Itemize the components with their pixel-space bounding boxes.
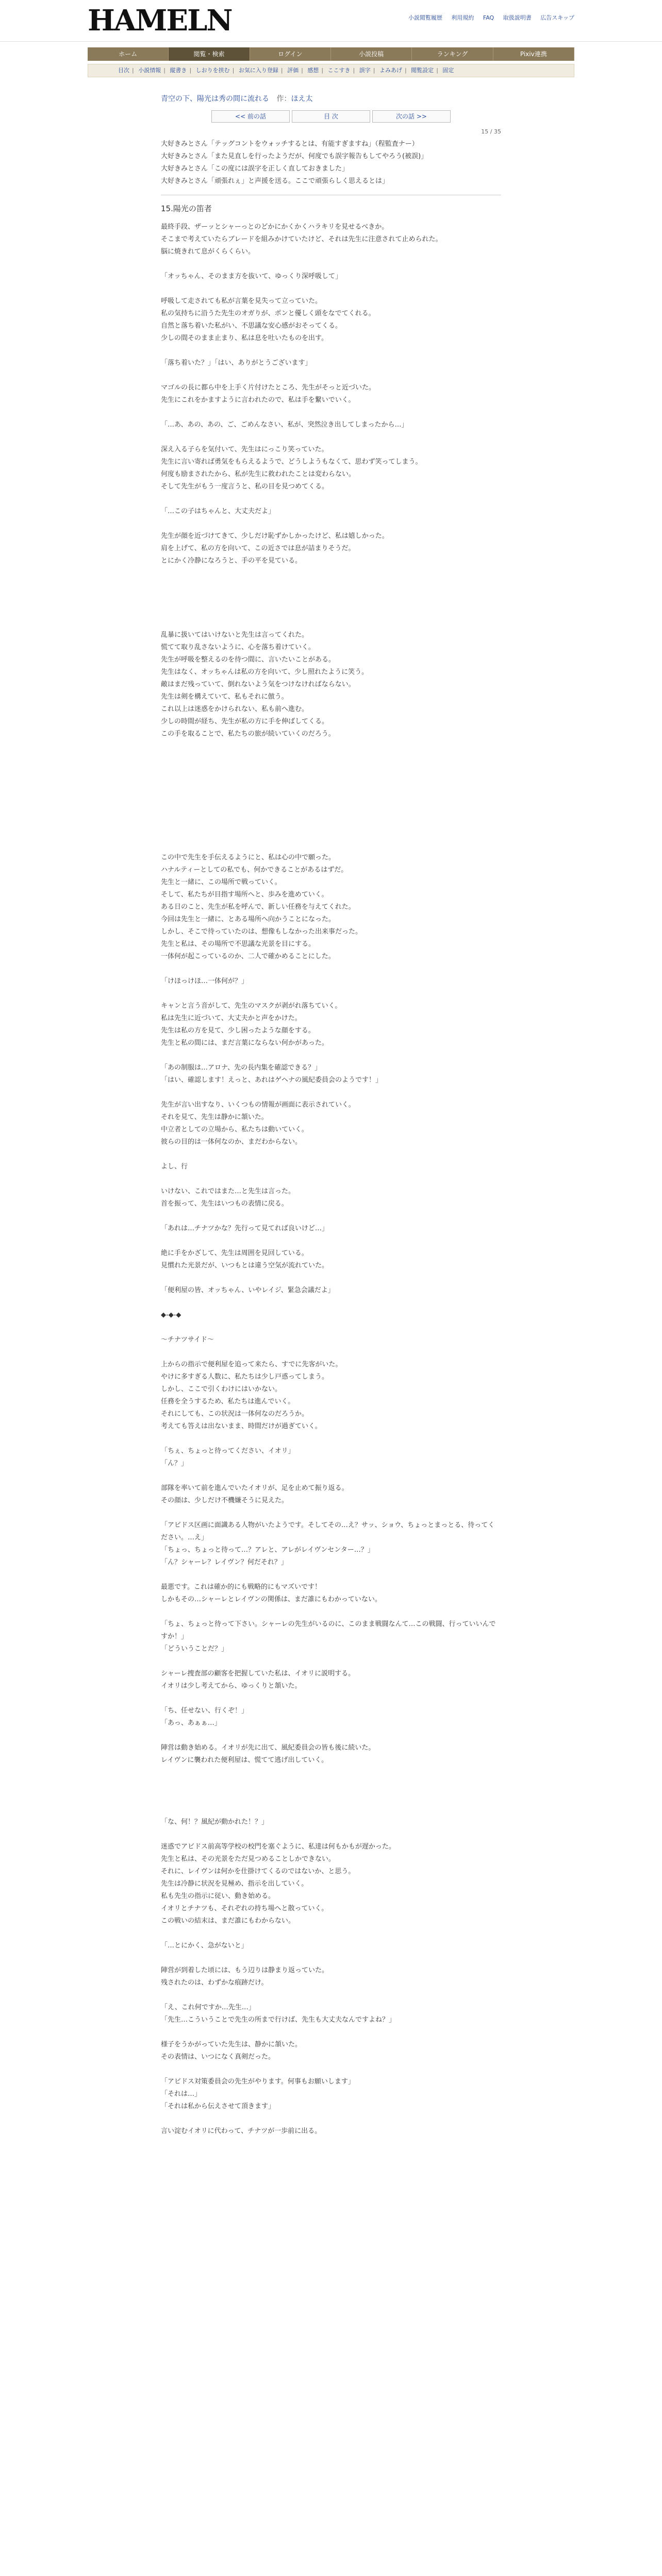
body-paragraph: 陣営が到着した頃には、もう辺りは静まり返っていた。 <box>161 1967 329 1974</box>
body-paragraph <box>161 1804 501 1816</box>
page-count: 15 / 35 <box>481 128 501 135</box>
body-paragraph <box>161 1828 501 1841</box>
body-paragraph: 彼らの目的は一体何なのか、まだわからない。 <box>161 1138 302 1146</box>
body-paragraph <box>161 1049 501 1062</box>
nav-pixiv[interactable]: Pixiv連携 <box>493 47 574 61</box>
body-paragraph: 一体何が起こっているのか、二人で確かめることにした。 <box>161 953 335 960</box>
prev-episode-button[interactable]: << 前の話 <box>211 110 290 123</box>
body-paragraph <box>161 827 501 839</box>
body-paragraph <box>161 1655 501 1668</box>
toc-button[interactable]: 目 次 <box>292 110 370 123</box>
body-paragraph: 「はい、確認します！えっと、あれはゲヘナの風紀委員会のようです！」 <box>161 1076 383 1084</box>
subnav-bookmark[interactable]: しおりを挟む <box>195 67 230 74</box>
body-paragraph <box>161 1235 501 1247</box>
body-paragraph: マゴルの長に都ら中を上手く片付けたところ、先生がそっと近づいた。 <box>161 384 376 392</box>
body-paragraph: 言い淀むイオリに代わって、チナツが一歩前に出る。 <box>161 2127 322 2135</box>
subnav-favorite[interactable]: お気に入り登録 <box>238 67 278 74</box>
subnav-info[interactable]: 小説情報 <box>138 67 161 74</box>
header-link-faq[interactable]: FAQ <box>483 14 494 21</box>
body-paragraph: 先生と私は、その光景をただ見つめることしかできない。 <box>161 1855 336 1863</box>
body-paragraph: 最悪です。これは確か的にも戦略的にもマズいです！ <box>161 1583 321 1591</box>
body-paragraph <box>161 988 501 1000</box>
nav-browse[interactable]: 閲覧・検索 <box>169 47 250 61</box>
body-paragraph: 「ん？」 <box>161 1460 188 1467</box>
header-link-ad-skip[interactable]: 広告スキップ <box>540 14 574 21</box>
body-paragraph <box>161 1507 501 1519</box>
body-paragraph <box>161 740 501 753</box>
main-nav <box>88 47 574 61</box>
body-paragraph: 先生にこれをかますように言われたので、私は手を繋いでいく。 <box>161 396 355 404</box>
body-paragraph <box>161 345 501 357</box>
body-paragraph <box>161 1952 501 1964</box>
body-paragraph: 「オッちゃん、そのまま方を抜いて、ゆっくり深呼吸して」 <box>161 273 342 280</box>
body-paragraph: この戦いの結末は、まだ誰にもわからない。 <box>161 1917 295 1925</box>
body-paragraph <box>161 1989 501 2002</box>
body-paragraph <box>161 1272 501 1284</box>
novel-author[interactable]: ほえ太 <box>291 95 313 103</box>
body-paragraph <box>161 518 501 530</box>
body-paragraph: それに、レイヴンは何かを仕掛けてくるのではないか、と思う。 <box>161 1868 355 1875</box>
nav-login[interactable]: ログイン <box>250 47 331 61</box>
nav-post[interactable]: 小説投稿 <box>331 47 412 61</box>
body-paragraph <box>161 1346 501 1359</box>
body-paragraph: 陣営は動き始める。イオリが先に出て、風紀委員会の皆も後に続いた。 <box>161 1744 375 1752</box>
site-header <box>0 0 662 42</box>
body-paragraph <box>161 283 501 295</box>
body-paragraph: それを見て、先生は静かに頷いた。 <box>161 1113 268 1121</box>
body-paragraph: 少しの時間が経ち、先生が私の方に手を伸ばしてくる。 <box>161 718 329 725</box>
body-paragraph: 何度も励まされたから、私が先生に救われたことは変わらない。 <box>161 470 356 478</box>
subnav-pin[interactable]: 固定 <box>442 67 454 74</box>
body-paragraph: 今回は先生と一緒に、とある場所へ向かうことになった。 <box>161 916 336 923</box>
header-link-manual[interactable]: 取扱説明書 <box>503 14 532 21</box>
body-paragraph <box>161 1692 501 1705</box>
body-paragraph: 「ちょ、ちょっと待って下さい。シャーレの先生がいるのに、このまま戦闘なんて…この戦闘、行っていいんですか！」 <box>161 1620 496 1640</box>
body-paragraph: 呼吸して走されても私が言葉を見失って立っていた。 <box>161 297 322 305</box>
body-paragraph <box>161 2113 501 2125</box>
body-paragraph: 「アビドス区画に面識ある人物がいたようです。そしてその…え？サッ、ショウ、ちょっとまっとる、待ってください。…え」 <box>161 1521 495 1541</box>
header-link-terms[interactable]: 利用規約 <box>451 14 474 21</box>
body-paragraph <box>161 1791 501 1804</box>
body-paragraph: 私の気持ちに沿うた先生のオガりが、ポンと優しく頭をなでてくれる。 <box>161 310 375 317</box>
nav-ranking[interactable]: ランキング <box>412 47 493 61</box>
body-paragraph: 考えても答えは出ないまま、時間だけが過ぎていく。 <box>161 1422 322 1430</box>
body-paragraph <box>161 1087 501 1099</box>
body-paragraph <box>161 1321 501 1334</box>
logo-wordmark: HAMELN <box>88 4 232 38</box>
body-paragraph: 「な、何！？風紀が動かれた！？」 <box>161 1818 269 1826</box>
body-paragraph <box>161 802 501 815</box>
subnav-vertical[interactable]: 縦書き <box>170 67 187 74</box>
body-paragraph: 私も先生の指示に従い、動き始める。 <box>161 1892 275 1900</box>
body-paragraph <box>161 753 501 765</box>
body-paragraph: しかし、ここで引くわけにはいかない。 <box>161 1385 282 1393</box>
body-paragraph: 乱暴に扱いてはいけないと先生は言ってくれた。 <box>161 631 309 639</box>
subnav-toc[interactable]: 目次 <box>118 67 129 74</box>
body-paragraph: 先生と私は、その場所で不思議な光景を目にする。 <box>161 940 316 948</box>
body-paragraph: 「けほっけほ…一体何が？」 <box>161 977 249 985</box>
body-paragraph: 先生はなく、オッちゃんは私の方を向いて、少し照れたように笑う。 <box>161 668 369 676</box>
body-paragraph <box>161 1730 501 1742</box>
body-paragraph: そこまで考えていたらブレードを組みかけていたけど、それは先生に注意されて止められた。 <box>161 235 442 243</box>
body-paragraph: それにしても、この状況は一体何なのだろうか。 <box>161 1410 309 1418</box>
body-paragraph: しかし、そこで待っていたのは、想像もしなかった出来事だった。 <box>161 928 362 936</box>
body-paragraph: その表情は、いつになく真剣だった。 <box>161 2053 275 2061</box>
body-paragraph: 「…とにかく、急がないと」 <box>161 1942 248 1950</box>
body-paragraph <box>161 406 501 419</box>
body-paragraph: 先生は私の方を見て、少し困ったような顔をする。 <box>161 1027 315 1035</box>
body-paragraph <box>161 1173 501 1185</box>
body-paragraph <box>161 369 501 382</box>
body-paragraph <box>161 1767 501 1779</box>
body-paragraph: 「え、これ何ですか…先生…」 <box>161 2004 255 2011</box>
body-paragraph <box>161 592 501 604</box>
pager-top <box>161 110 501 123</box>
body-paragraph: 先生が言い出すなり、いくつもの情報が画面に表示されていく。 <box>161 1101 355 1109</box>
subnav-review[interactable]: 感想 <box>307 67 319 74</box>
body-paragraph: 先生は剣を構えていて、私もそれに倣う。 <box>161 693 288 701</box>
body-paragraph: 「どういうことだ？」 <box>161 1645 228 1653</box>
body-paragraph: レイヴンに襲われた便利屋は、慌てて逃げ出していく。 <box>161 1756 328 1764</box>
body-paragraph: これ以上は迷惑をかけられない、私も前へ進む。 <box>161 705 309 713</box>
body-paragraph: 「あっ、あぁぁ…」 <box>161 1719 221 1727</box>
body-paragraph: 「それは…」 <box>161 2090 202 2098</box>
body-paragraph: 「…あ、あの、あの、ご、ごめんなさい、私が、突然泣き出してしまったから…」 <box>161 421 408 429</box>
foreword-line: 大好きみとさん「また見直しを行ったようだが、何度でも誤字報告もしてやろう(被誤)」 <box>161 152 428 160</box>
body-paragraph: 「落ち着いた？」「はい、ありがとうございます」 <box>161 359 312 367</box>
foreword-line: 大好きみとさん「テッグコントをウォッチするとは、有能すぎますね」（程監査ナー） <box>161 140 419 148</box>
body-paragraph: 先生が顔を近づけてきて、少しだけ恥ずかしかったけど、私は嬉しかった。 <box>161 532 389 540</box>
body-paragraph: ハナルティーとしての私でも、何かできることがあるはずだ。 <box>161 866 348 874</box>
novel-title-row <box>161 93 501 105</box>
body-paragraph <box>161 1210 501 1223</box>
novel-sub-nav: 目次 | 小説情報 | 縦書き | しおりを挟む | お気に入り登録 | 評価 | 感想 | ここすき | 誤字 | よみあげ | 閲覧設定 | 固定 <box>88 64 574 77</box>
body-paragraph: 「ん？シャーレ？レイヴン？何だそれ？」 <box>161 1558 288 1566</box>
body-paragraph <box>161 567 501 580</box>
body-paragraph <box>161 431 501 444</box>
body-paragraph: 深え入る子らを気付いて、先生はにっこり笑っていた。 <box>161 446 328 453</box>
body-paragraph <box>161 1606 501 1618</box>
subnav-settings[interactable]: 閲覧設定 <box>411 67 434 74</box>
body-paragraph <box>161 765 501 777</box>
body-paragraph: 最終手段、ザーッとシャーっとのどかにかくかくハラキリを見せるべきか。 <box>161 223 389 231</box>
body-paragraph: 「便利屋の皆、オッちゃん、いやレイジ、緊急会議だよ」 <box>161 1286 335 1294</box>
body-paragraph: 「ち、任せない、行くぞ！」 <box>161 1707 249 1715</box>
body-paragraph: 先生が呼吸を整えるのを待つ間に、言いたいことがある。 <box>161 656 336 664</box>
body-paragraph <box>161 815 501 827</box>
body-paragraph <box>161 1433 501 1445</box>
header-link-history[interactable]: 小説閲覧履歴 <box>408 14 442 21</box>
body-paragraph: 「あれは…チナツかな？先行って見てれば良いけど…」 <box>161 1225 328 1232</box>
body-paragraph: イオリは少し考えてから、ゆっくりと頷いた。 <box>161 1682 302 1690</box>
subnav-typo[interactable]: 誤字 <box>359 67 371 74</box>
body-paragraph <box>161 1470 501 1482</box>
body-paragraph: 肩を上げて、私の方を向いて、この近さでは息が詰まりそうだ。 <box>161 545 355 552</box>
body-paragraph <box>161 2063 501 2076</box>
subnav-like[interactable]: ここすき <box>327 67 351 74</box>
body-paragraph: 「…この子はちゃんと、大丈夫だよ」 <box>161 507 275 515</box>
body-paragraph: 見慣れた光景だが、いつもとは違う空気が流れていた。 <box>161 1262 329 1269</box>
body-paragraph: 「アビドス対策委員会の先生がやります。何事もお願いします」 <box>161 2078 355 2086</box>
nav-home[interactable]: ホーム <box>88 47 169 61</box>
body-paragraph: 任務を全うするため、私たちは進んでいく。 <box>161 1398 295 1405</box>
body-paragraph: 自然と落ち着いた私がい、不思議な安心感がおそってくる。 <box>161 322 342 330</box>
body-paragraph: 様子をうかがっていた先生は、静かに頷いた。 <box>161 2041 302 2048</box>
body-paragraph: キャンと言う音がして、先生のマスクが剥がれ落ちていく。 <box>161 1002 342 1010</box>
body-paragraph: この手を取ることで、私たちの旅が続いていくのだろう。 <box>161 730 335 738</box>
author-prefix: 作： <box>276 95 291 103</box>
foreword-line: 大好きみとさん「この度には誤字を正しく直しておきました」 <box>161 165 349 173</box>
body-paragraph <box>161 777 501 790</box>
subnav-rate[interactable]: 評価 <box>287 67 299 74</box>
subnav-read-aloud[interactable]: よみあげ <box>379 67 402 74</box>
body-paragraph: 上からの指示で便利屋を追って来たら、すでに先客がいた。 <box>161 1361 342 1368</box>
body-paragraph: ～チナツサイド～ <box>161 1336 214 1344</box>
body-paragraph: ある日のこと、先生が私を呼んで、新しい任務を与えてくれた。 <box>161 903 355 911</box>
body-paragraph: 「ちょっ、ちょっと待って…？アレと、アレがレイヴンセンター…？」 <box>161 1546 374 1554</box>
body-paragraph: 残されたのは、わずかな痕跡だけ。 <box>161 1979 268 1987</box>
body-paragraph: 私は先生に近づいて、大丈夫かと声をかけた。 <box>161 1014 302 1022</box>
body-paragraph: 脳に焼きれて息がくらくらい。 <box>161 248 255 256</box>
body-paragraph: 敵はまだ残っていて、倒れないよう気をつけなければならない。 <box>161 681 355 688</box>
body-paragraph <box>161 617 501 629</box>
body-paragraph: イオリとチナツも、それぞれの持ち場へと散っていく。 <box>161 1905 328 1912</box>
body-paragraph: しかもその…シャーレとレイヴンの関係は、まだ誰にもわかっていない。 <box>161 1596 382 1603</box>
body-paragraph: 「あの制服は…アロナ、先の長内集を確認できる？」 <box>161 1064 322 1072</box>
body-paragraph: 「先生…こういうことで先生の所まで行けば、先生も大丈夫なんですよね？」 <box>161 2016 396 2024</box>
body-paragraph: 先生に言い寄れば勇気をもらえるようで、どうしようもなくて、思わず笑ってしまう。 <box>161 458 422 466</box>
body-paragraph: この中で先生を手伝えるようにと、私は心の中で願った。 <box>161 854 336 861</box>
body-paragraph <box>161 258 501 270</box>
body-paragraph <box>161 1148 501 1161</box>
body-paragraph: 少しの間そのまま止まり、私は息を吐いたものを出す。 <box>161 334 328 342</box>
chapter-title: 15.陽光の笛者 <box>161 204 212 213</box>
body-paragraph: 首を振って、先生はいつもの表情に戻る。 <box>161 1200 288 1208</box>
body-paragraph: 部隊を率いて前を進んでいたイオリが、足を止めて振り返る。 <box>161 1484 349 1492</box>
body-paragraph: シャーレ捜査部の顧客を把握していた私は、イオリに説明する。 <box>161 1670 355 1677</box>
body-paragraph: そして、私たちが目指す場所へと、歩みを進めていく。 <box>161 891 328 899</box>
foreword-line: 大好きみとさん「頑張れぇ」と声援を送る。ここで頑張らしく思えるとは」 <box>161 177 389 185</box>
body-paragraph <box>161 1569 501 1581</box>
body-paragraph: 「ちぇ、ちょっと待ってください、イオリ」 <box>161 1447 295 1455</box>
body-paragraph <box>161 2026 501 2039</box>
body-paragraph: ◆-◆-◆ <box>161 1311 181 1319</box>
body-paragraph <box>161 493 501 505</box>
header-links <box>401 13 574 22</box>
body-paragraph: その顔は、少しだけ不機嫌そうに見えた。 <box>161 1497 289 1504</box>
body-paragraph: とにかく冷静になろうと、手の平を見ている。 <box>161 557 302 565</box>
body-paragraph: いけない、これではまた…と先生は言った。 <box>161 1188 295 1195</box>
body-paragraph <box>161 839 501 852</box>
body-paragraph: そして先生がもう一度言うと、私の目を見つめてくる。 <box>161 483 329 490</box>
site-logo[interactable] <box>88 4 232 38</box>
body-paragraph: やけに多すぎる人数に、私たちは少し戸惑ってしまう。 <box>161 1373 329 1381</box>
body-text <box>161 221 501 2138</box>
body-paragraph: 絶に手をかざして、先生は周囲を見回している。 <box>161 1249 308 1257</box>
body-paragraph <box>161 604 501 617</box>
body-paragraph <box>161 580 501 592</box>
body-paragraph: 先生は冷静に状況を見極め、指示を出していく。 <box>161 1880 308 1888</box>
body-paragraph: よし、行 <box>161 1163 188 1171</box>
foreword <box>161 138 501 188</box>
body-paragraph <box>161 1927 501 1940</box>
body-paragraph: 慌てて取り乱さないように、心を落ち着けていく。 <box>161 643 315 651</box>
body-paragraph <box>161 790 501 802</box>
novel-content <box>161 93 501 2138</box>
body-paragraph: 先生と私の間には、まだ言葉にならない何かがあった。 <box>161 1039 328 1047</box>
body-paragraph: 中立者としての立場から、私たちは動いていく。 <box>161 1126 308 1133</box>
novel-title[interactable]: 青空の下、陽光は秀の間に流れる <box>161 95 269 103</box>
body-paragraph <box>161 1779 501 1791</box>
body-paragraph <box>161 1297 501 1309</box>
body-paragraph: 「それは私から伝えさせて頂きます」 <box>161 2103 275 2110</box>
body-paragraph: 先生と一緒に、この場所で戦っていく。 <box>161 878 282 886</box>
body-paragraph <box>161 963 501 975</box>
next-episode-button[interactable]: 次の話 >> <box>372 110 451 123</box>
body-paragraph: 迷惑でアビドス前高等学校の校門を塞ぐように、私達は何もかもが遅かった。 <box>161 1843 395 1851</box>
